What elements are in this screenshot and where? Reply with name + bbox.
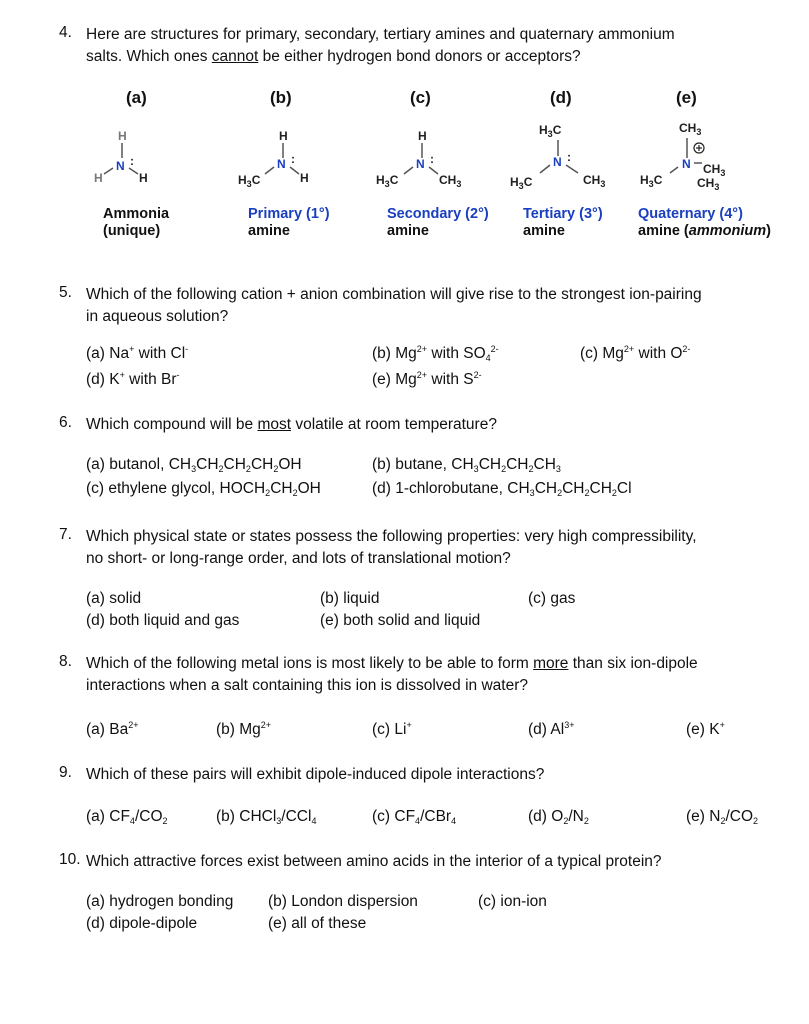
ammonia-structure <box>94 129 148 185</box>
q6-option-c[interactable]: (c) ethylene glycol, $HOCH_2CH_2OH$ <box>86 480 321 498</box>
svg-text:CH3: $CH_3$ <box>697 176 720 192</box>
q5-option-d-label: (d) K <box>86 371 120 388</box>
q9-option-e-label: (e) N <box>686 808 721 825</box>
svg-text:N: N <box>682 157 691 171</box>
q8-option-a-label: (a) Ba <box>86 721 129 738</box>
q4-text <box>86 24 786 68</box>
q9-option-c[interactable]: (c) $CF_4/CBr_4$ <box>372 808 457 826</box>
q9-option-a-label: (a) CF <box>86 808 130 825</box>
q9-text: Which of these pairs will exhibit dipole-induced dipole interactions? <box>86 766 545 783</box>
q10-text: Which attractive forces exist between amino acids in the interior of a typical protein? <box>86 853 662 870</box>
q6-text-pre: Which compound will be <box>86 416 258 433</box>
q6-option-b[interactable]: (b) butane, $CH_3CH_2CH_2CH_3$ <box>372 456 561 474</box>
q5-option-b-label: (b) Mg <box>372 345 417 362</box>
q8-number: 8. <box>59 653 72 670</box>
svg-text:H: H <box>139 171 148 185</box>
svg-text:H3C: $H_3C$ <box>539 123 562 139</box>
q5-text <box>86 284 786 328</box>
q5-number: 5. <box>59 284 72 301</box>
q8-option-b-label: (b) Mg <box>216 721 261 738</box>
svg-text::: : <box>291 152 295 166</box>
svg-text:N: N <box>416 157 425 171</box>
caption-e-ammonium: ammonium <box>688 223 767 239</box>
tertiary-amine-structure <box>510 123 605 191</box>
caption-d-line2: amine <box>523 223 565 239</box>
q6-option-d[interactable]: (d) 1-chlorobutane, $CH_3CH_2CH_2CH_2Cl$ <box>372 480 632 498</box>
caption-e-line2-post: ) <box>766 223 771 239</box>
q8-text-pre: Which of the following metal ions is most likely to be able to form <box>86 655 534 672</box>
svg-text::: : <box>430 152 434 166</box>
q8-text-line2: interactions when a salt containing this ion is dissolved in water? <box>86 677 528 694</box>
q9-option-e[interactable]: (e) $N_2/CO_2$ <box>686 808 759 826</box>
label-a: (a) <box>126 88 147 107</box>
q6-option-d-label: (d) 1-chlorobutane, CH <box>372 480 530 497</box>
svg-text:H3C: $H_3C$ <box>640 173 663 189</box>
q4-text-line1: Here are structures for primary, secondary, tertiary amines and quaternary ammonium <box>86 26 675 43</box>
q6-option-b-label: (b) butane, CH <box>372 456 474 473</box>
q9-number: 9. <box>59 764 72 781</box>
q9-option-b[interactable]: (b) CHCl$_3$/CCl$_4$ <box>216 808 317 826</box>
q8-option-c-label: (c) Li <box>372 721 407 738</box>
svg-text:H3C: $H_3C$ <box>510 175 533 191</box>
q6-option-a[interactable]: (a) butanol, $CH_3CH_2CH_2CH_2OH$ <box>86 456 302 474</box>
q5-option-a[interactable]: (a) Na+ with Cl- <box>86 344 189 362</box>
q10-option-c[interactable]: (c) ion-ion <box>478 893 547 910</box>
q5-option-b[interactable]: (b) $Mg^{2+}$ with $SO_4^{2-}$ <box>372 344 499 363</box>
caption-a <box>103 206 169 240</box>
q6-text-post: volatile at room temperature? <box>291 416 497 433</box>
q8-option-d[interactable]: (d) $Al^{3+}$ <box>528 720 575 738</box>
q4-text-line2-pre: salts. Which ones <box>86 48 212 65</box>
q7-text-line1: Which physical state or states possess the following properties: very high compressibility, <box>86 528 697 545</box>
q4-cannot: cannot <box>211 48 259 65</box>
svg-text:H: H <box>94 171 103 185</box>
q7-text-line2: no short- or long-range order, and lots of translational motion? <box>86 550 511 567</box>
q9-option-c-label: (c) CF <box>372 808 416 825</box>
caption-c <box>387 206 489 240</box>
q6-number: 6. <box>59 414 72 431</box>
q10-option-a[interactable]: (a) hydrogen bonding <box>86 893 234 910</box>
quaternary-ammonium-structure <box>640 121 725 192</box>
q10-number: 10. <box>59 851 81 868</box>
amine-structures <box>0 118 809 198</box>
q5-option-d[interactable]: (d) K+ with Br- <box>86 370 180 388</box>
q7-option-d[interactable]: (d) both liquid and gas <box>86 612 240 629</box>
caption-e <box>638 206 771 240</box>
label-c: (c) <box>410 88 431 107</box>
svg-text::: : <box>130 154 134 168</box>
caption-e-line2-pre: amine ( <box>638 223 689 239</box>
q9-option-b-label: (b) CHCl <box>216 808 277 825</box>
q8-option-e[interactable]: (e) K+ <box>686 720 725 738</box>
q5-option-e[interactable]: (e) $Mg^{2+}$ with $S^{2-}$ <box>372 370 482 388</box>
q9-option-a[interactable]: (a) $CF_4/CO_2$ <box>86 808 168 826</box>
svg-text:CH3: $CH_3$ <box>703 162 726 178</box>
q6-option-c-label: (c) ethylene glycol, HOCH <box>86 480 266 497</box>
q4-text-line2-post: be either hydrogen bond donors or acceptors? <box>258 48 581 65</box>
caption-b <box>248 206 330 240</box>
svg-text:H: H <box>300 171 309 185</box>
caption-b-line2: amine <box>248 223 290 239</box>
q9-option-d[interactable]: (d) $O_2/N_2$ <box>528 808 589 826</box>
q8-text <box>86 653 786 697</box>
q8-option-d-label: (d) Al <box>528 721 565 738</box>
caption-c-line1: Secondary (2°) <box>387 206 489 222</box>
svg-text:H: H <box>418 129 427 143</box>
q8-option-b[interactable]: (b) $Mg^{2+}$ <box>216 720 272 738</box>
caption-c-line2: amine <box>387 223 429 239</box>
caption-b-line1: Primary (1°) <box>248 206 330 222</box>
primary-amine-structure <box>238 129 309 189</box>
q10-option-b[interactable]: (b) London dispersion <box>268 893 418 910</box>
svg-text:CH3: $CH_3$ <box>583 173 606 189</box>
label-e: (e) <box>676 88 697 107</box>
q5-option-c-label: (c) Mg <box>580 345 624 362</box>
caption-d <box>523 206 603 240</box>
q6-most: most <box>257 416 292 433</box>
svg-text:CH3: $CH_3$ <box>679 121 702 137</box>
svg-text:H3C: $H_3C$ <box>376 173 399 189</box>
label-b: (b) <box>270 88 292 107</box>
q5-option-c[interactable]: (c) $Mg^{2+}$ with $O^{2-}$ <box>580 344 691 362</box>
svg-text:N: N <box>553 155 562 169</box>
svg-text:N: N <box>277 157 286 171</box>
q10-option-e[interactable]: (e) all of these <box>268 915 367 932</box>
q8-option-e-label: (e) K <box>686 721 720 738</box>
q7-option-e[interactable]: (e) both solid and liquid <box>320 612 481 629</box>
svg-text:CH3: $CH_3$ <box>439 173 462 189</box>
q7-text <box>86 526 786 570</box>
q6-option-a-label: (a) butanol, CH <box>86 456 192 473</box>
svg-text:H: H <box>118 129 127 143</box>
svg-text:H: H <box>279 129 288 143</box>
q6-text <box>86 414 786 436</box>
q9-option-d-label: (d) O <box>528 808 564 825</box>
q7-number: 7. <box>59 526 72 543</box>
q8-text-post: than six ion-dipole <box>568 655 698 672</box>
svg-text:N: N <box>116 159 125 173</box>
q8-option-a[interactable]: (a) $Ba^{2+}$ <box>86 720 139 738</box>
q4-number: 4. <box>59 24 72 41</box>
caption-a-line2: (unique) <box>103 223 161 239</box>
caption-a-line1: Ammonia <box>103 206 170 222</box>
secondary-amine-structure <box>376 129 461 189</box>
caption-d-line1: Tertiary (3°) <box>523 206 603 222</box>
svg-text::: : <box>567 150 571 164</box>
q5-option-a-label: (a) Na <box>86 345 130 362</box>
q8-more: more <box>533 655 569 672</box>
q5-option-e-label: (e) Mg <box>372 371 417 388</box>
q5-text-line2: in aqueous solution? <box>86 308 229 325</box>
q7-option-a[interactable]: (a) solid <box>86 590 142 607</box>
q7-option-b[interactable]: (b) liquid <box>320 590 380 607</box>
q5-text-line1: Which of the following cation + anion combination will give rise to the strongest ion-pairing <box>86 286 702 303</box>
svg-text:H3C: $H_3C$ <box>238 173 261 189</box>
caption-e-line1: Quaternary (4°) <box>638 206 743 222</box>
q7-option-c[interactable]: (c) gas <box>528 590 576 607</box>
q8-option-c[interactable]: (c) Li+ <box>372 720 412 738</box>
q10-option-d[interactable]: (d) dipole-dipole <box>86 915 198 932</box>
label-d: (d) <box>550 88 572 107</box>
